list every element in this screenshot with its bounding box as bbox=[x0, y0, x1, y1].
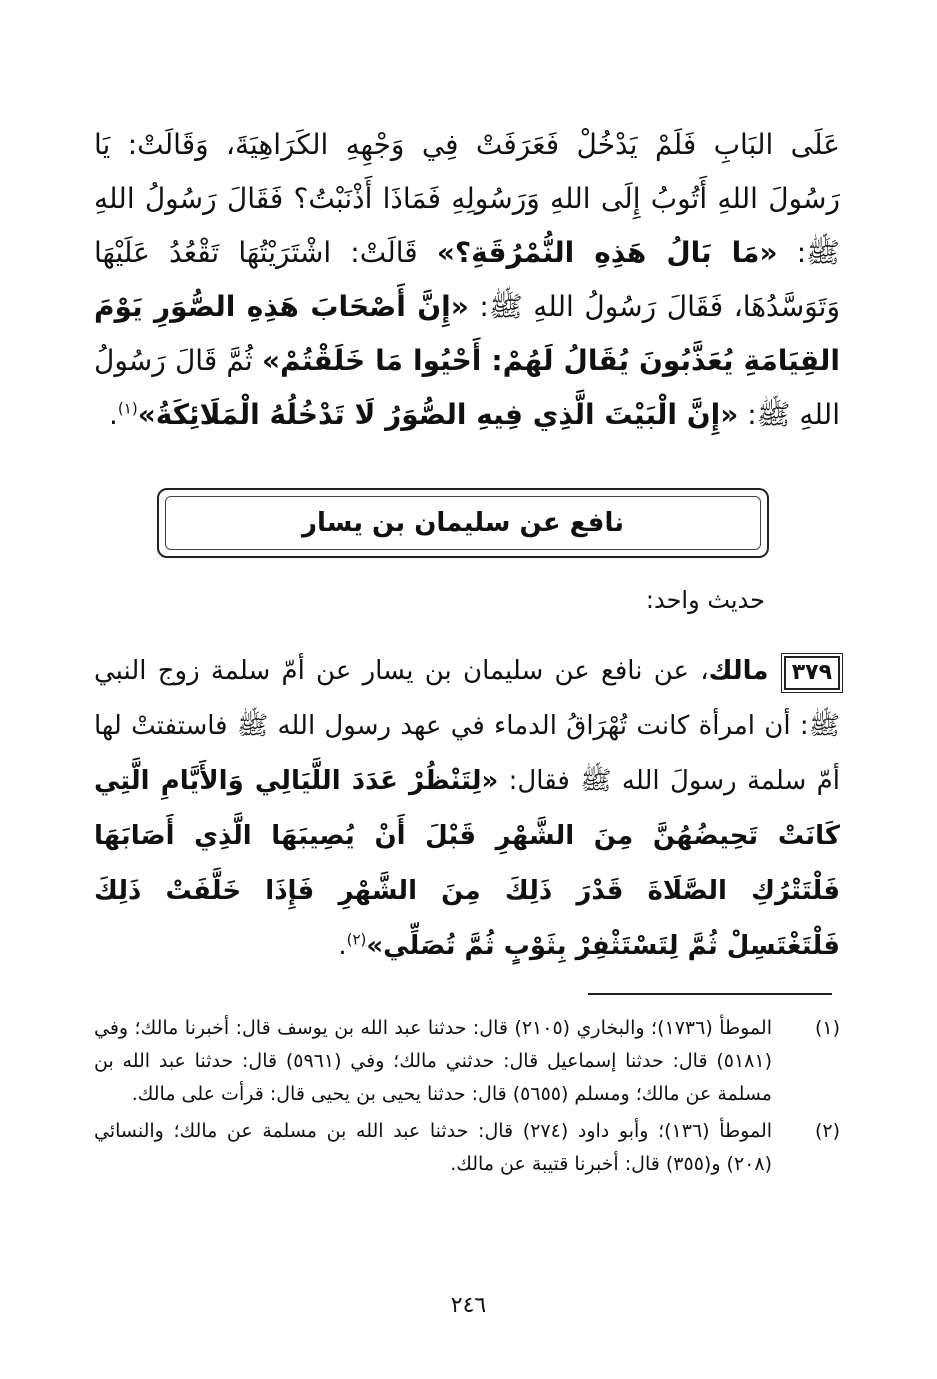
hadith-chain-text: ، عن نافع عن سليمان بن يسار عن أمّ سلمة زوج النبي ﷺ: أن امرأة كانت تُهْرَاقُ الدماء في عهد رسول الله ﷺ فاستفتتْ لها أمّ سلمة رسولَ الله ﷺ فقال: bbox=[94, 656, 840, 796]
sub-heading: حديث واحد: bbox=[645, 586, 765, 614]
section-heading: نافع عن سليمان بن يسار bbox=[302, 508, 624, 538]
hadith-narrator: مالك bbox=[708, 656, 769, 686]
prophet-quote-3: «إِنَّ الْبَيْتَ الَّذِي فِيهِ الصُّوَرُ لَا تَدْخُلُهُ الْمَلَائِكَةُ» bbox=[137, 398, 739, 431]
hadith-text bbox=[94, 644, 840, 974]
footnote-item bbox=[94, 1012, 840, 1111]
footnote-ref-1: (١) bbox=[117, 399, 138, 418]
footnote-ref-2: (٢) bbox=[346, 930, 367, 949]
hadith-paragraph bbox=[94, 644, 840, 974]
top-paragraph bbox=[94, 118, 840, 442]
footnote-item bbox=[94, 1115, 840, 1181]
hadith-number-badge: ٣٧٩ bbox=[784, 656, 840, 690]
sentence-end-2: . bbox=[338, 931, 347, 961]
section-heading-frame bbox=[157, 488, 769, 558]
footnote-text: الموطأ (١٧٣٦)؛ والبخاري (٢١٠٥) قال: حدثنا عبد الله بن يوسف قال: أخبرنا مالك؛ وفي (٥١٨١) قال: حدثنا إسماعيل قال: حدثني مالك؛ وفي (٥٩٦١) قال: حدثنا عبد الله بن مسلمة عن مالك؛ ومسلم (٥٦٥٥) قال: حدثنا يحيى بن يحيى قال: قرأت على مالك. bbox=[94, 1017, 772, 1105]
sentence-end-1: . bbox=[109, 398, 118, 431]
footnote-separator bbox=[588, 993, 832, 995]
footnote-text: الموطأ (١٣٦)؛ وأبو داود (٢٧٤) قال: حدثنا عبد الله بن مسلمة عن مالك؛ والنسائي (٢٠٨) و(٣٥٥) قال: أخبرنا قتيبة عن مالك. bbox=[94, 1120, 773, 1175]
footnote-mark: (١) bbox=[814, 1017, 840, 1039]
page-number: ٢٤٦ bbox=[450, 1293, 487, 1318]
narrative-text-1: عَلَى البَابِ فَلَمْ يَدْخُلْ فَعَرَفَتْ فِي وَجْهِهِ الكَرَاهِيَةَ، وَقَالَتْ: يَا رَسُولَ اللهِ أَتُوبُ إِلَى اللهِ وَرَسُولِهِ فَمَاذَا أَذْنَبْتُ؟ فَقَالَ رَسُولُ اللهِ ﷺ: bbox=[94, 128, 840, 269]
narrative-text-2: قَالَتْ: اشْتَرَيْتُهَا تَقْعُدُ عَلَيْهَا وَتَوَسَّدُهَا، فَقَالَ رَسُولُ اللهِ ﷺ: bbox=[94, 236, 840, 323]
prophet-quote-1: «مَا بَالُ هَذِهِ النُّمْرُقَةِ؟» bbox=[436, 236, 778, 269]
narrative-text-3: ثُمَّ قَالَ رَسُولُ اللهِ ﷺ: bbox=[94, 344, 840, 431]
footnotes bbox=[94, 1012, 840, 1185]
footnote-mark: (٢) bbox=[814, 1120, 840, 1142]
hadith-quote: «لِتَنْظُرْ عَدَدَ اللَّيَالِي وَالأَيَّامِ الَّتِي كَانَتْ تَحِيضُهُنَّ مِنَ الشَّهْرِ قَبْلَ أَنْ يُصِيبَهَا الَّذِي أَصَابَهَا فَلْتَتْرُكِ الصَّلَاةَ قَدْرَ ذَلِكَ مِنَ الشَّهْرِ فَإِذَا خَلَّفَتْ ذَلِكَ فَلْتَغْتَسِلْ ثُمَّ لِتَسْتَثْفِرْ بِثَوْبٍ ثُمَّ تُصَلِّي» bbox=[94, 766, 840, 961]
top-paragraph-text bbox=[94, 118, 840, 442]
prophet-quote-2: «إِنَّ أَصْحَابَ هَذِهِ الصُّوَرِ يَوْمَ القِيَامَةِ يُعَذَّبُونَ يُقَالُ لَهُمْ: أَحْيُوا مَا خَلَقْتُمْ» bbox=[94, 290, 840, 377]
